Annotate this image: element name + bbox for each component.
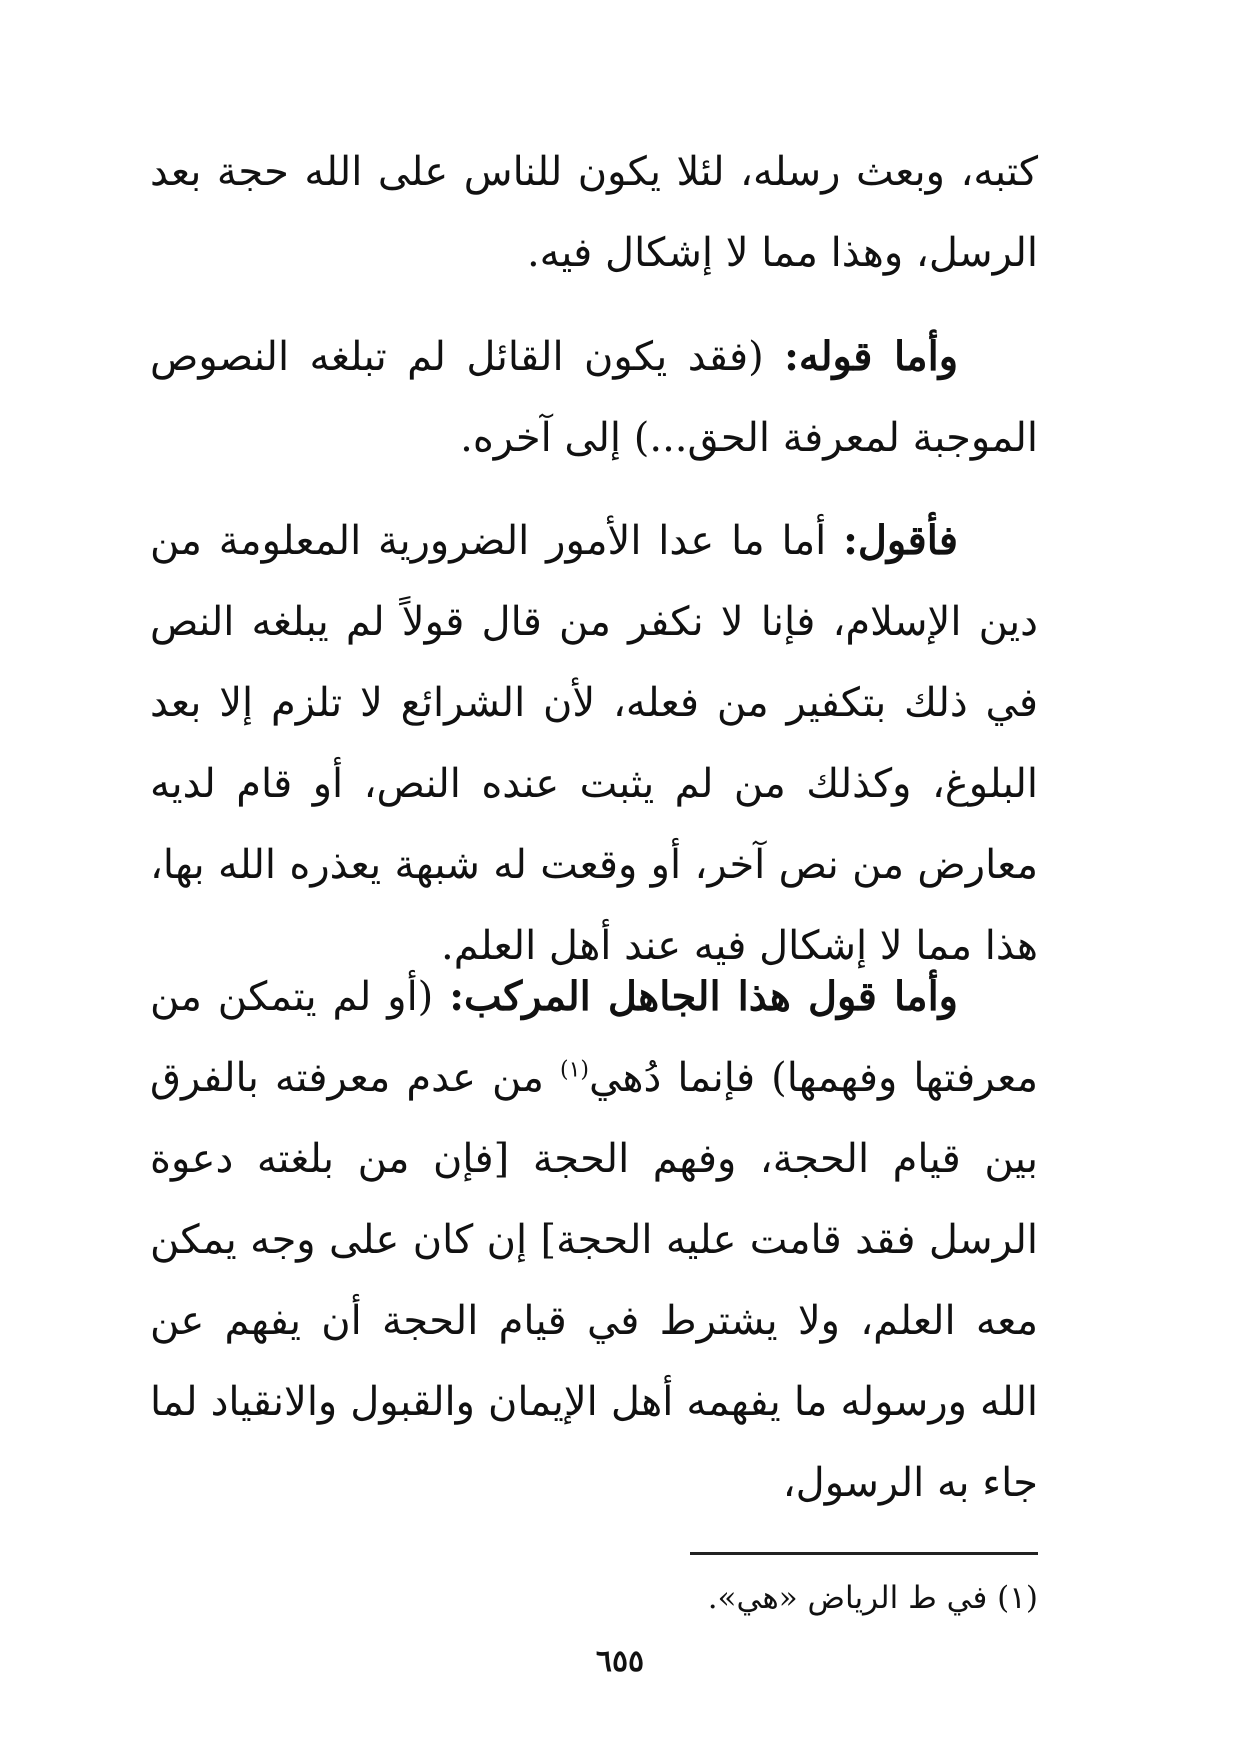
paragraph-2 xyxy=(150,316,1038,479)
footnote-divider xyxy=(690,1552,1038,1555)
paragraph-3-body: أما ما عدا الأمور الضرورية المعلومة من دين الإسلام، فإنا لا نكفر من قال قولاً لم يبلغه النص في ذلك بتكفير من فعله، لأن الشرائع لا تلزم إلا بعد البلوغ، وكذلك من لم يثبت عنده النص، أو قام لديه معارض من نص آخر، أو وقعت له شبهة يعذره الله بها، هذا مما لا إشكال فيه عند أهل العلم. xyxy=(150,518,1038,969)
footnote-text: في ط الرياض «هي». xyxy=(707,1580,998,1616)
paragraph-4-lead: وأما قول هذا الجاهل المركب: xyxy=(449,973,958,1020)
paragraph-4-text xyxy=(150,956,1038,1524)
paragraph-1-text xyxy=(150,132,1038,294)
footnote-marker: (١) xyxy=(997,1580,1038,1616)
paragraph-2-lead: وأما قوله: xyxy=(784,333,959,380)
paragraph-4-body-before-note: (أو لم يتمكن من معرفتها وفهمها) فإنما دُهي xyxy=(150,974,1039,1101)
paragraph-4-body-after-note: من عدم معرفته بالفرق بين قيام الحجة، وفهم الحجة [فإن من بلغته دعوة الرسل فقد قامت عليه الحجة] إن كان على وجه يمكن معه العلم، ولا يشترط في قيام الحجة أن يفهم عن الله ورسوله ما يفهمه أهل الإيمان والقبول والانقياد لما جاء به الرسول، xyxy=(150,1055,1038,1506)
paragraph-2-text xyxy=(150,316,1038,479)
paragraph-3-lead: فأقول: xyxy=(843,517,958,564)
paragraph-3-text xyxy=(150,500,1038,987)
paragraph-1 xyxy=(150,132,1038,294)
footnote-reference[interactable]: (١) xyxy=(560,1057,590,1083)
paragraph-4 xyxy=(150,956,1038,1524)
paragraph-1-body: كتبه، وبعث رسله، لئلا يكون للناس على الله حجة بعد الرسل، وهذا مما لا إشكال فيه. xyxy=(150,149,1038,276)
paragraph-3 xyxy=(150,500,1038,987)
page-number: ٦٥٥ xyxy=(595,1644,645,1679)
footnote xyxy=(600,1576,1038,1620)
paragraph-2-body: (فقد يكون القائل لم تبلغه النصوص الموجبة لمعرفة الحق...) إلى آخره. xyxy=(150,334,1038,461)
